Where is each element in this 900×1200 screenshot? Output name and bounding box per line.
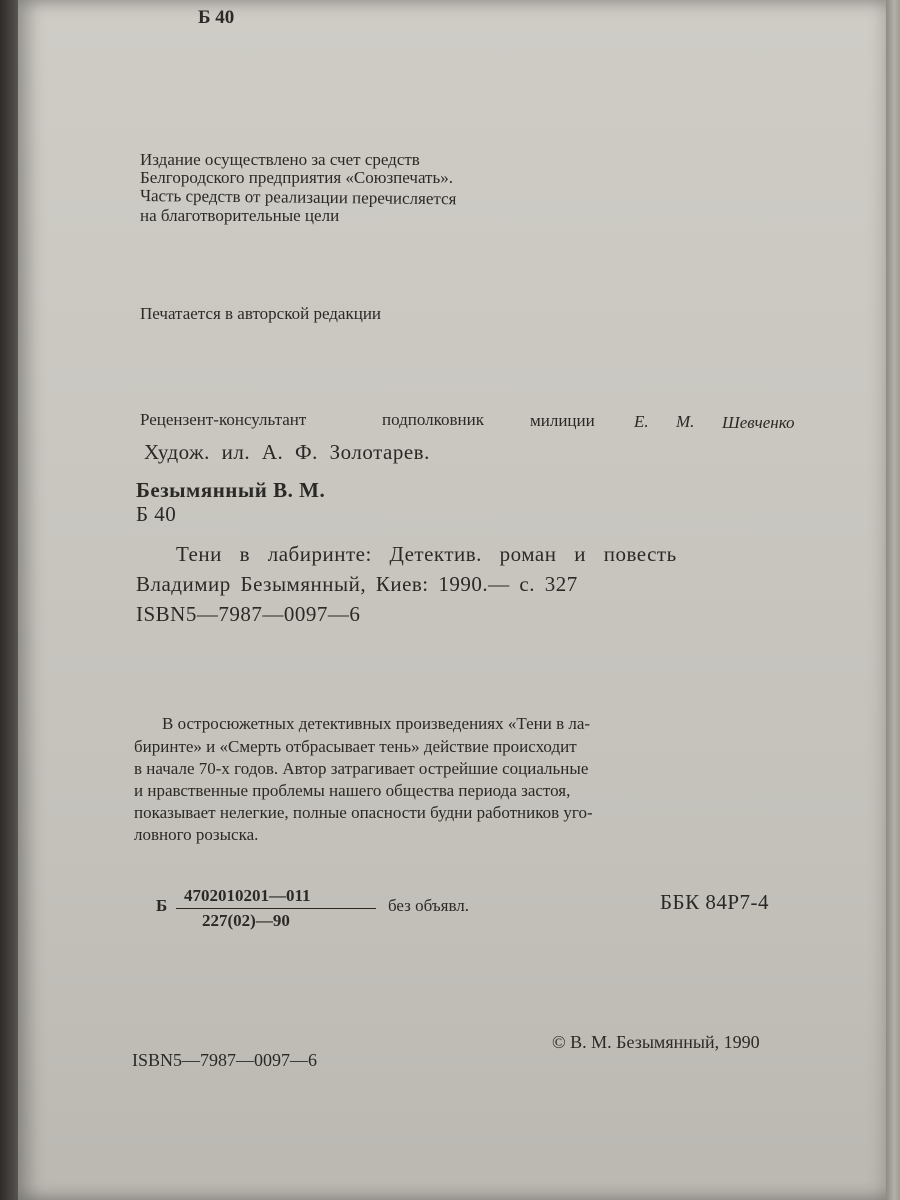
bibliographic-publisher-line: Владимир Безымянный, Киев: 1990.— с. 327 — [136, 572, 578, 596]
catalog-prefix: Б — [156, 896, 168, 915]
annotation-line-2: биринте» и «Смерть отбрасывает тень» действие происходит — [134, 737, 577, 756]
bibliographic-isbn: ISBN5—7987—0097—6 — [136, 602, 361, 626]
author-entry: Безымянный В. М. — [136, 478, 326, 502]
annotation-line-3: в начале 70-х годов. Автор затрагивает острейшие социальные — [134, 759, 589, 778]
annotation-line-4: и нравственные проблемы нашего общества периода застоя, — [134, 781, 571, 800]
reviewer-name: Шевченко — [722, 413, 795, 432]
funding-line-2: Белгородского предприятия «Союзпечать». — [140, 168, 453, 187]
annotation-line-1: В остросюжетных детективных произведениях «Тени в ла- — [162, 714, 591, 733]
reviewer-label: Рецензент-консультант — [140, 410, 307, 429]
catalog-note: без объявл. — [388, 896, 470, 915]
bibliographic-title-line: Тени в лабиринте: Детектив. роман и повесть — [176, 542, 677, 566]
funding-line-3: Часть средств от реализации перечисляется — [139, 186, 457, 209]
footer-isbn: ISBN5—7987—0097—6 — [132, 1050, 318, 1070]
reviewer-initial-2: М. — [676, 412, 695, 431]
bbk-code: ББК 84Р7-4 — [660, 890, 770, 914]
fraction-line — [176, 908, 376, 909]
reviewer-service: милиции — [530, 411, 595, 430]
catalog-fraction — [176, 886, 376, 931]
reviewer-rank: подполковник — [382, 410, 484, 429]
page-edge — [886, 0, 900, 1200]
catalog-denominator: 227(02)—90 — [202, 911, 290, 930]
annotation-line-6: ловного розыска. — [134, 825, 259, 844]
catalog-numerator: 4702010201—011 — [184, 886, 311, 905]
funding-line-4: на благотворительные цели — [140, 206, 340, 225]
copyright-notice: © В. М. Безымянный, 1990 — [552, 1032, 760, 1052]
annotation-line-5: показывает нелегкие, полные опасности будни работников уго- — [134, 803, 593, 822]
illustrator-credit: Худож. ил. А. Ф. Золотарев. — [144, 440, 430, 464]
print-note: Печатается в авторской редакции — [140, 304, 382, 323]
reviewer-initial-1: Е. — [634, 412, 649, 431]
header-code: Б 40 — [198, 7, 235, 28]
author-code: Б 40 — [136, 502, 177, 526]
funding-line-1: Издание осуществлено за счет средств — [140, 150, 420, 169]
